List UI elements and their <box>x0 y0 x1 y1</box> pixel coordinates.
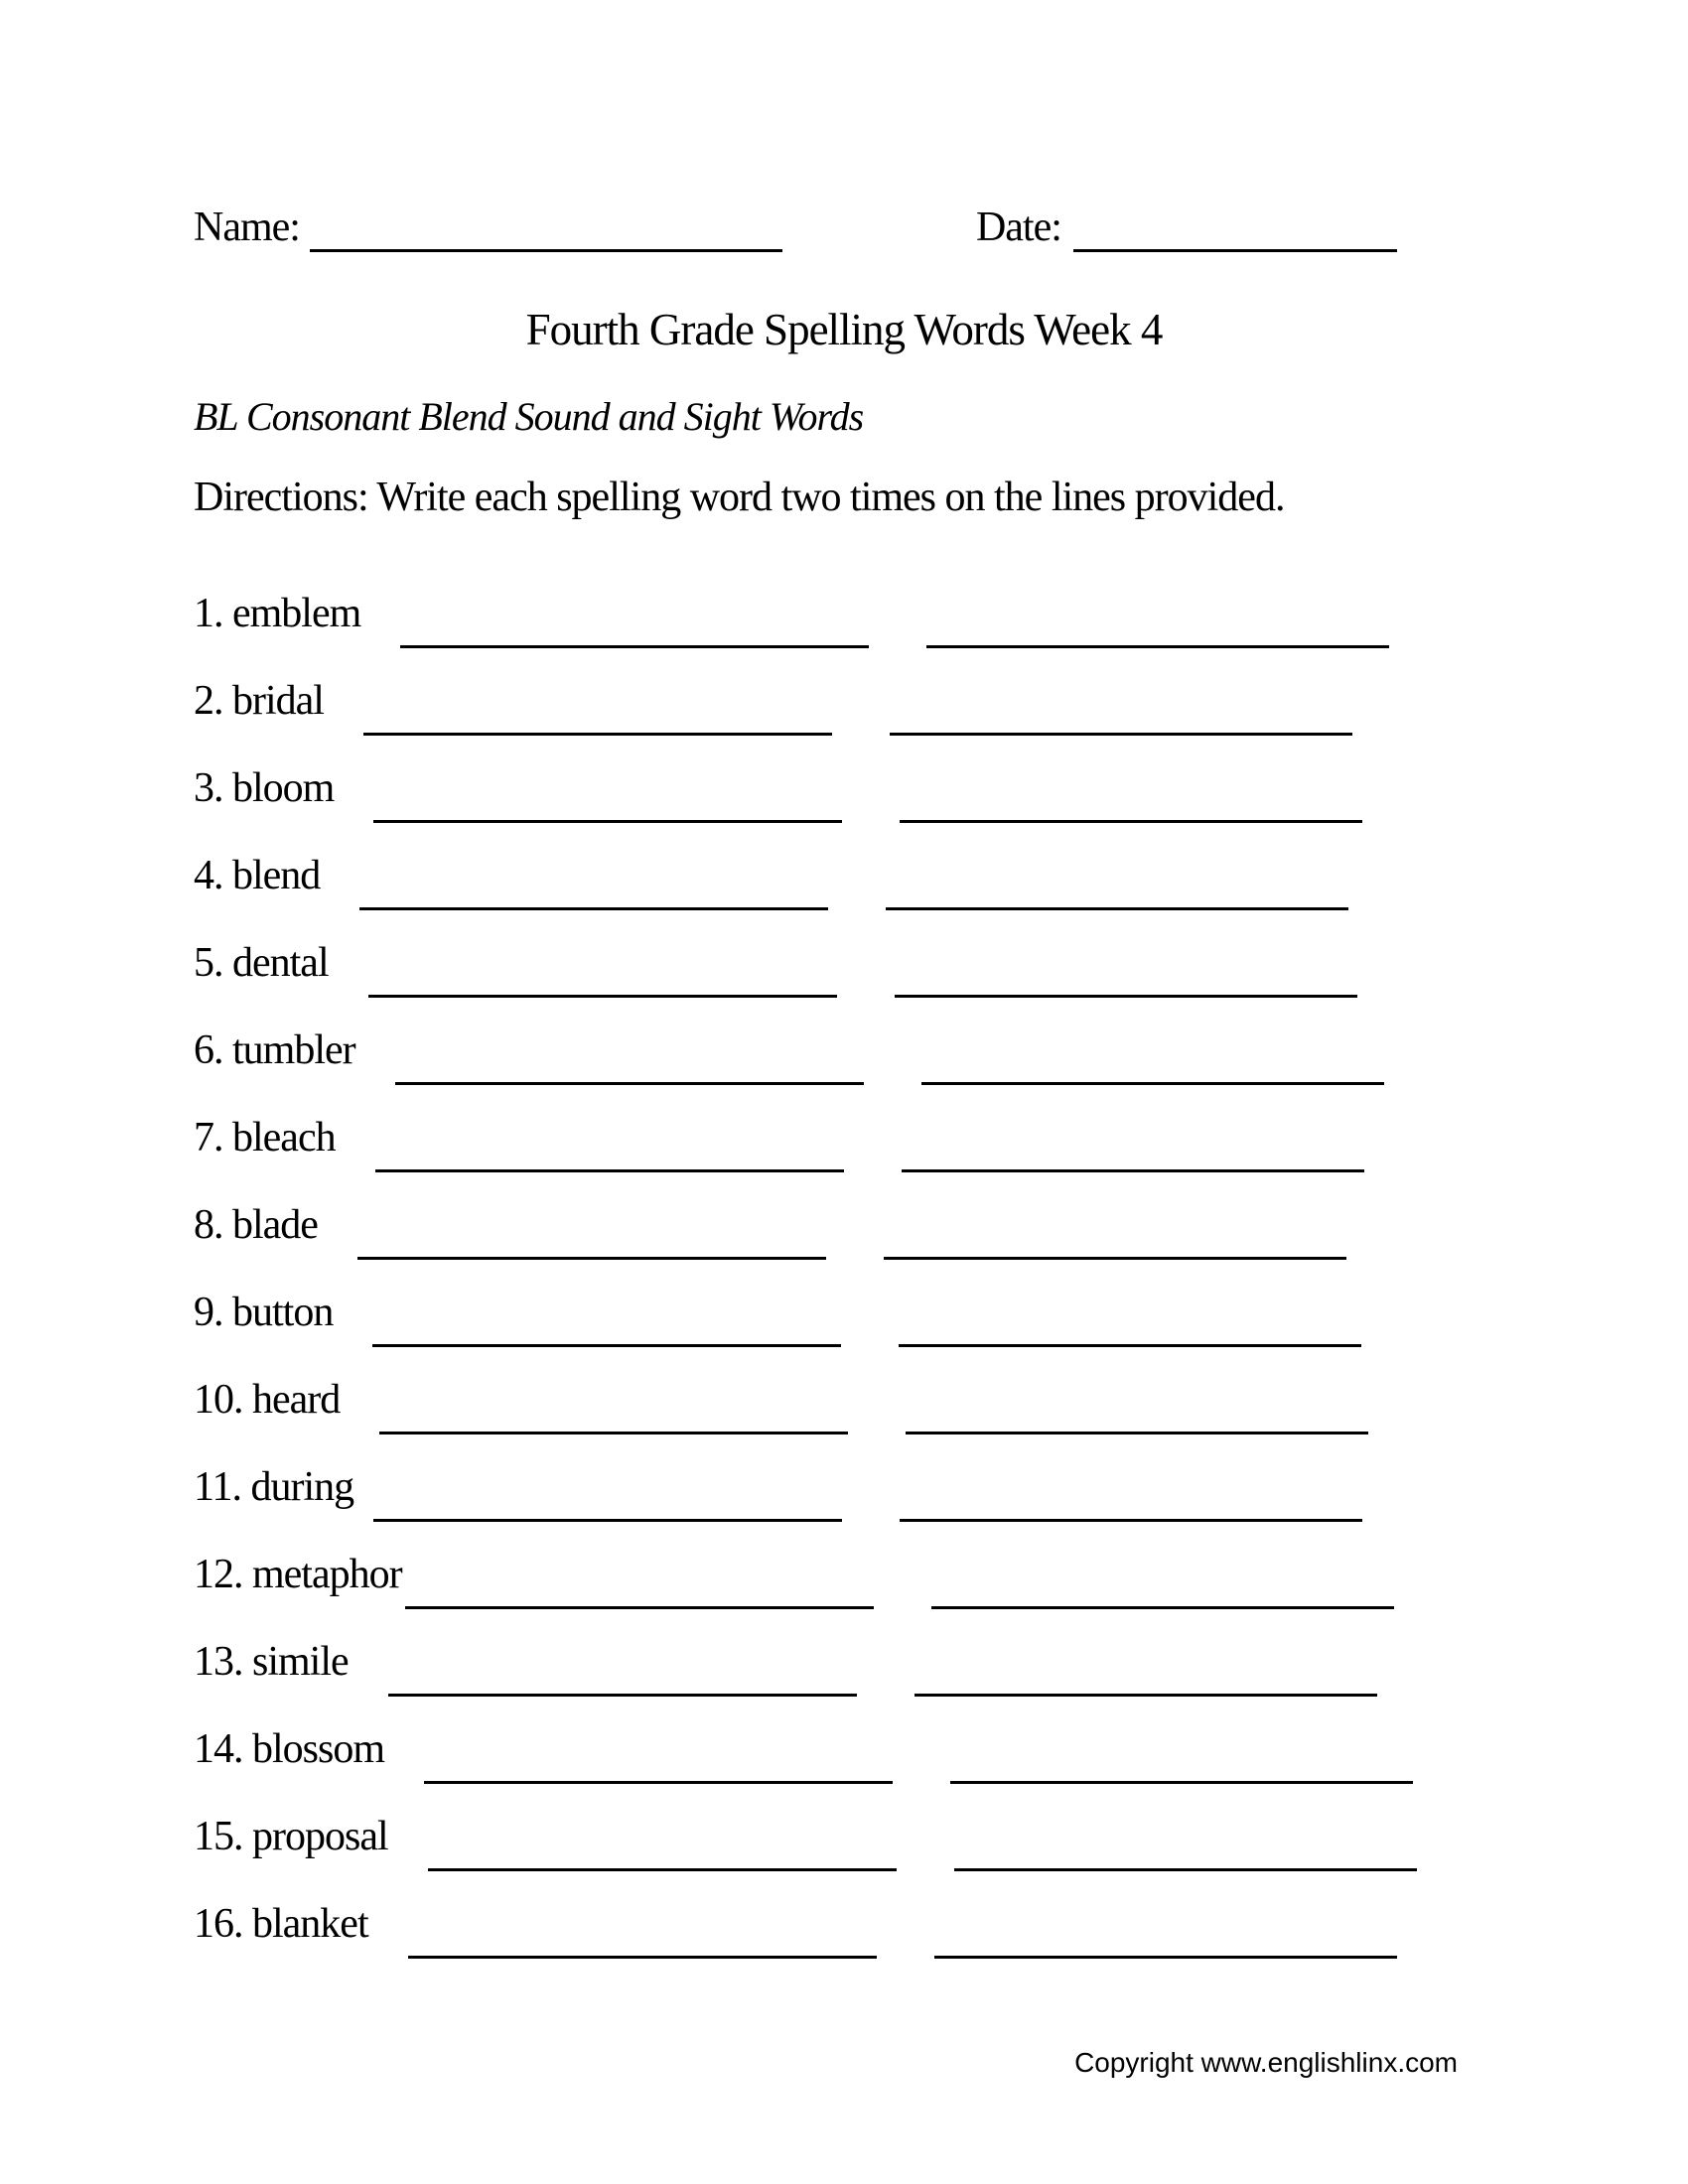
answer-line-2 <box>886 900 1348 910</box>
item-word: metaphor <box>252 1552 402 1597</box>
item-number: 4. <box>194 853 223 898</box>
item-word: button <box>232 1290 334 1335</box>
lesson-subtitle: BL Consonant Blend Sound and Sight Words <box>194 394 864 439</box>
answer-line-2 <box>890 726 1352 736</box>
item-number: 10. <box>194 1377 243 1423</box>
answer-line-1 <box>400 638 869 648</box>
answer-line-1 <box>372 1337 841 1347</box>
word-row <box>194 1172 1688 1260</box>
item-word: simile <box>252 1639 349 1685</box>
word-row <box>194 561 1688 648</box>
item-label <box>194 1728 384 1784</box>
item-label <box>194 1641 349 1697</box>
word-row <box>194 1434 1688 1522</box>
word-row <box>194 1085 1688 1172</box>
item-number: 8. <box>194 1202 223 1248</box>
word-row <box>194 1697 1688 1784</box>
answer-line-1 <box>368 988 837 998</box>
word-row <box>194 1784 1688 1871</box>
item-label <box>194 855 320 910</box>
item-word: blossom <box>252 1726 385 1772</box>
item-word: bloom <box>232 765 335 811</box>
item-label <box>194 1554 402 1609</box>
word-row <box>194 1260 1688 1347</box>
item-label <box>194 1903 368 1959</box>
answer-line-2 <box>931 1599 1394 1609</box>
item-number: 14. <box>194 1726 243 1772</box>
answer-line-1 <box>373 1512 842 1522</box>
answer-line-1 <box>375 1162 844 1172</box>
answer-line-1 <box>428 1861 897 1871</box>
item-word: proposal <box>252 1814 388 1859</box>
item-word: bridal <box>232 678 324 724</box>
name-label: Name: <box>194 205 300 250</box>
name-date-row <box>194 206 1688 252</box>
item-label <box>194 767 334 823</box>
item-label <box>194 593 360 648</box>
item-number: 9. <box>194 1290 223 1335</box>
answer-line-2 <box>926 638 1389 648</box>
item-number: 2. <box>194 678 223 724</box>
page-title: Fourth Grade Spelling Words Week 4 <box>525 305 1163 354</box>
directions-text: Directions: Write each spelling word two times on the lines provided. <box>194 475 1285 520</box>
item-label <box>194 1204 318 1260</box>
item-label <box>194 1292 333 1347</box>
item-number: 16. <box>194 1901 243 1947</box>
answer-line-2 <box>895 988 1357 998</box>
answer-line-1 <box>357 1250 826 1260</box>
answer-line-2 <box>914 1687 1377 1697</box>
item-word: bleach <box>232 1115 336 1160</box>
answer-line-2 <box>900 813 1362 823</box>
item-word: tumbler <box>232 1027 355 1073</box>
item-word: emblem <box>232 591 361 636</box>
word-row <box>194 910 1688 998</box>
answer-line-2 <box>934 1949 1397 1959</box>
item-label <box>194 1029 355 1085</box>
answer-line-2 <box>906 1425 1368 1434</box>
answer-line-2 <box>954 1861 1417 1871</box>
word-row <box>194 998 1688 1085</box>
answer-line-1 <box>388 1687 857 1697</box>
item-number: 12. <box>194 1552 243 1597</box>
word-row <box>194 736 1688 823</box>
item-number: 7. <box>194 1115 223 1160</box>
item-number: 13. <box>194 1639 243 1685</box>
word-row <box>194 1871 1688 1959</box>
answer-line-2 <box>900 1512 1362 1522</box>
item-label <box>194 1379 340 1434</box>
answer-line-2 <box>899 1337 1361 1347</box>
date-label: Date: <box>975 205 1061 250</box>
answer-line-1 <box>359 900 828 910</box>
answer-line-2 <box>884 1250 1346 1260</box>
word-row <box>194 1609 1688 1697</box>
item-label <box>194 1117 336 1172</box>
item-label <box>194 942 329 998</box>
word-row <box>194 1522 1688 1609</box>
answer-line-1 <box>363 726 832 736</box>
item-word: blade <box>232 1202 318 1248</box>
item-word: blend <box>232 853 321 898</box>
answer-line-2 <box>921 1075 1384 1085</box>
item-number: 1. <box>194 591 223 636</box>
item-word: heard <box>252 1377 341 1423</box>
item-number: 5. <box>194 940 223 986</box>
answer-line-1 <box>408 1949 877 1959</box>
answer-line-2 <box>902 1162 1364 1172</box>
item-number: 6. <box>194 1027 223 1073</box>
answer-line-1 <box>405 1599 874 1609</box>
word-list <box>194 561 1688 1959</box>
answer-line-2 <box>950 1774 1413 1784</box>
item-word: dental <box>232 940 329 986</box>
item-number: 15. <box>194 1814 243 1859</box>
word-row <box>194 823 1688 910</box>
item-label <box>194 1816 388 1871</box>
word-row <box>194 1347 1688 1434</box>
name-line <box>310 212 782 252</box>
answer-line-1 <box>395 1075 864 1085</box>
item-word: during <box>250 1464 354 1510</box>
answer-line-1 <box>424 1774 893 1784</box>
word-row <box>194 648 1688 736</box>
item-number: 11. <box>194 1464 241 1510</box>
item-number: 3. <box>194 765 223 811</box>
item-word: blanket <box>252 1901 368 1947</box>
item-label <box>194 1466 353 1522</box>
item-label <box>194 680 324 736</box>
answer-line-1 <box>373 813 842 823</box>
answer-line-1 <box>379 1425 848 1434</box>
copyright-text: Copyright www.englishlinx.com <box>1074 2047 1458 2078</box>
date-line <box>1073 212 1397 252</box>
